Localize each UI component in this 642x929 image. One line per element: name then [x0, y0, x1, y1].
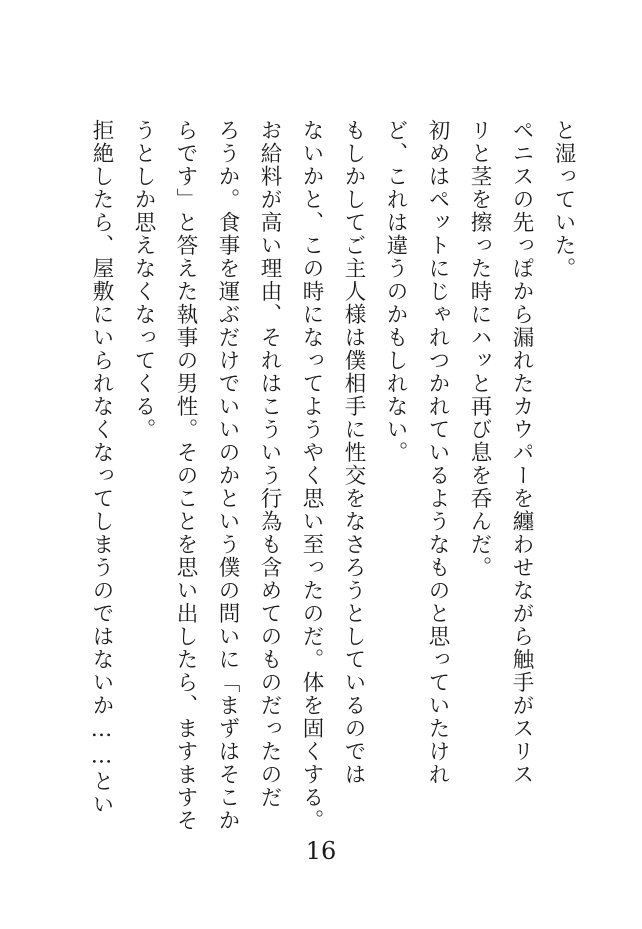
text-line-11: うとしか思えなくなってくる。: [131, 119, 156, 441]
text-line-6: もしかしてご主人様は僕相手に性交をなさろうとしているのでは: [341, 119, 366, 786]
text-line-12: 拒絶したら、屋敷にいられなくなってしまうのではないか……とい: [89, 119, 114, 816]
page-number: 16: [305, 837, 337, 865]
text-line-9: ろうか。食事を運ぶだけでいいのかという僕の問いに「まずはそこか: [215, 119, 240, 832]
text-line-7: ないかと、この時になってようやく思い至ったのだ。体を固くする。: [299, 119, 324, 832]
text-line-1: と湿っていた。: [551, 119, 576, 280]
text-line-3: リと茎を擦った時にハッと再び息を呑んだ。: [467, 119, 492, 579]
text-line-5: ど、これは違うのかもしれない。: [383, 119, 408, 464]
text-line-4: 初めはペットにじゃれつかれているようなものと思っていたけれ: [425, 119, 450, 786]
text-line-2: ペニスの先っぽから漏れたカウパーを纏わせながら触手がスリス: [509, 119, 534, 786]
text-line-8: お給料が高い理由、それはこういう行為も含めてのものだったのだ: [257, 119, 282, 809]
text-line-10: らです」と答えた執事の男性。そのことを思い出したら、ますますそ: [173, 119, 198, 832]
